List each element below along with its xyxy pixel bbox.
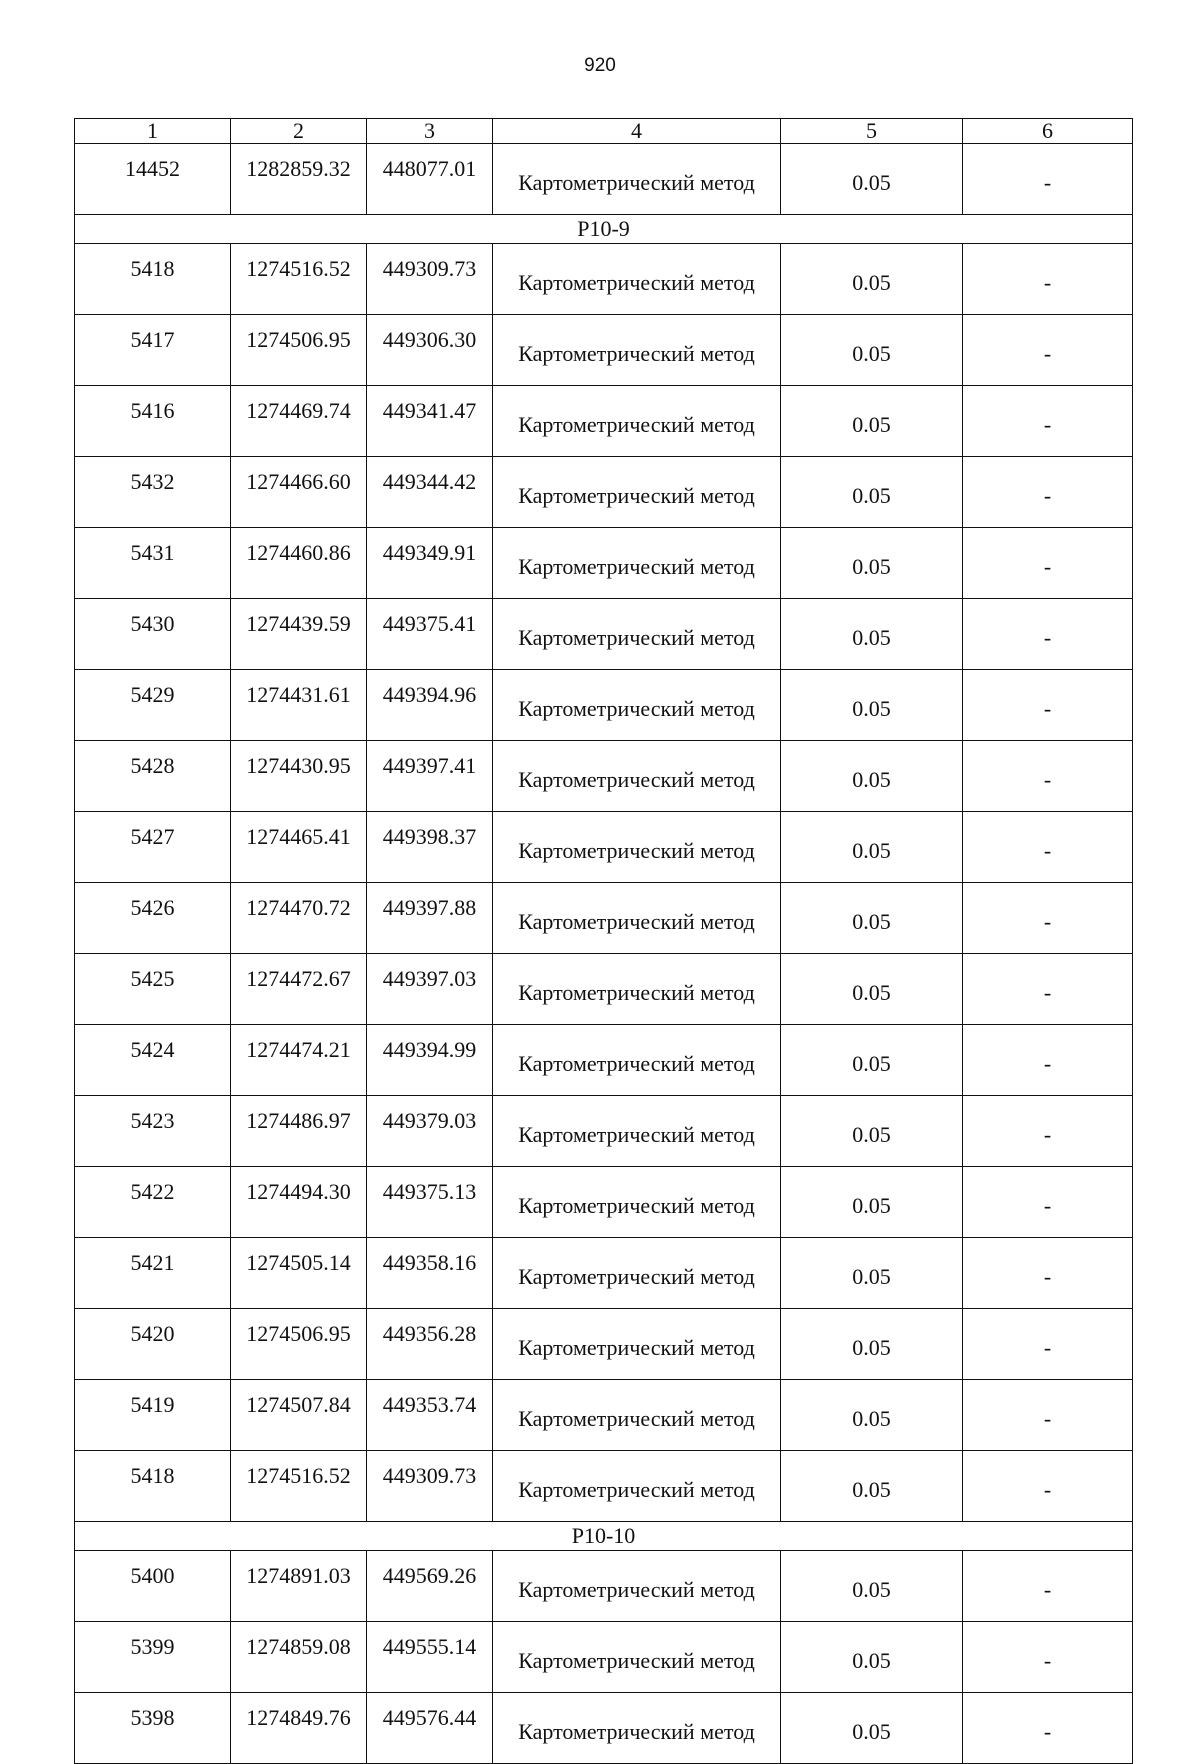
y-coordinate-cell: 449341.47	[367, 386, 493, 457]
y-coordinate-cell: 449394.96	[367, 670, 493, 741]
table-row	[75, 144, 1133, 215]
accuracy-cell: 0.05	[781, 1451, 963, 1522]
method-cell: Картометрический метод	[493, 883, 781, 954]
point-number-cell: 5425	[75, 954, 231, 1025]
method-cell: Картометрический метод	[493, 1167, 781, 1238]
table-row	[75, 1238, 1133, 1309]
accuracy-cell: 0.05	[781, 144, 963, 215]
section-header-row	[75, 215, 1133, 244]
table-row	[75, 1551, 1133, 1622]
method-cell: Картометрический метод	[493, 670, 781, 741]
note-cell: -	[963, 144, 1133, 215]
y-coordinate-cell: 449397.88	[367, 883, 493, 954]
method-cell: Картометрический метод	[493, 244, 781, 315]
table-row	[75, 528, 1133, 599]
point-number-cell: 5430	[75, 599, 231, 670]
x-coordinate-cell: 1274507.84	[231, 1380, 367, 1451]
x-coordinate-cell: 1274506.95	[231, 315, 367, 386]
accuracy-cell: 0.05	[781, 670, 963, 741]
note-cell: -	[963, 1096, 1133, 1167]
note-cell: -	[963, 883, 1133, 954]
column-header: 2	[231, 119, 367, 144]
method-cell: Картометрический метод	[493, 1096, 781, 1167]
table-row	[75, 599, 1133, 670]
x-coordinate-cell: 1282859.32	[231, 144, 367, 215]
x-coordinate-cell: 1274849.76	[231, 1693, 367, 1764]
y-coordinate-cell: 449306.30	[367, 315, 493, 386]
note-cell: -	[963, 1551, 1133, 1622]
point-number-cell: 5416	[75, 386, 231, 457]
method-cell: Картометрический метод	[493, 457, 781, 528]
table-row	[75, 386, 1133, 457]
table-row	[75, 954, 1133, 1025]
table-row	[75, 457, 1133, 528]
note-cell: -	[963, 1451, 1133, 1522]
method-cell: Картометрический метод	[493, 1309, 781, 1380]
method-cell: Картометрический метод	[493, 315, 781, 386]
table-row	[75, 1167, 1133, 1238]
method-cell: Картометрический метод	[493, 1025, 781, 1096]
table-header-row	[75, 119, 1133, 144]
point-number-cell: 5420	[75, 1309, 231, 1380]
table-row	[75, 741, 1133, 812]
accuracy-cell: 0.05	[781, 244, 963, 315]
accuracy-cell: 0.05	[781, 386, 963, 457]
note-cell: -	[963, 1238, 1133, 1309]
method-cell: Картометрический метод	[493, 1693, 781, 1764]
y-coordinate-cell: 449349.91	[367, 528, 493, 599]
column-header: 5	[781, 119, 963, 144]
accuracy-cell: 0.05	[781, 315, 963, 386]
note-cell: -	[963, 670, 1133, 741]
accuracy-cell: 0.05	[781, 1238, 963, 1309]
y-coordinate-cell: 449356.28	[367, 1309, 493, 1380]
point-number-cell: 5422	[75, 1167, 231, 1238]
x-coordinate-cell: 1274472.67	[231, 954, 367, 1025]
method-cell: Картометрический метод	[493, 144, 781, 215]
y-coordinate-cell: 449397.03	[367, 954, 493, 1025]
accuracy-cell: 0.05	[781, 954, 963, 1025]
method-cell: Картометрический метод	[493, 599, 781, 670]
x-coordinate-cell: 1274891.03	[231, 1551, 367, 1622]
y-coordinate-cell: 448077.01	[367, 144, 493, 215]
point-number-cell: 5418	[75, 1451, 231, 1522]
x-coordinate-cell: 1274494.30	[231, 1167, 367, 1238]
table-row	[75, 1025, 1133, 1096]
method-cell: Картометрический метод	[493, 741, 781, 812]
method-cell: Картометрический метод	[493, 528, 781, 599]
column-header: 3	[367, 119, 493, 144]
method-cell: Картометрический метод	[493, 954, 781, 1025]
point-number-cell: 5424	[75, 1025, 231, 1096]
accuracy-cell: 0.05	[781, 1551, 963, 1622]
x-coordinate-cell: 1274516.52	[231, 1451, 367, 1522]
table-row	[75, 315, 1133, 386]
note-cell: -	[963, 1693, 1133, 1764]
note-cell: -	[963, 1167, 1133, 1238]
x-coordinate-cell: 1274465.41	[231, 812, 367, 883]
note-cell: -	[963, 741, 1133, 812]
point-number-cell: 5431	[75, 528, 231, 599]
y-coordinate-cell: 449379.03	[367, 1096, 493, 1167]
table-row	[75, 244, 1133, 315]
y-coordinate-cell: 449398.37	[367, 812, 493, 883]
x-coordinate-cell: 1274469.74	[231, 386, 367, 457]
point-number-cell: 14452	[75, 144, 231, 215]
x-coordinate-cell: 1274460.86	[231, 528, 367, 599]
note-cell: -	[963, 457, 1133, 528]
section-title: Р10-9	[75, 215, 1133, 244]
method-cell: Картометрический метод	[493, 1551, 781, 1622]
point-number-cell: 5428	[75, 741, 231, 812]
note-cell: -	[963, 244, 1133, 315]
accuracy-cell: 0.05	[781, 1025, 963, 1096]
point-number-cell: 5429	[75, 670, 231, 741]
column-header: 6	[963, 119, 1133, 144]
x-coordinate-cell: 1274505.14	[231, 1238, 367, 1309]
section-header-row	[75, 1522, 1133, 1551]
x-coordinate-cell: 1274439.59	[231, 599, 367, 670]
point-number-cell: 5427	[75, 812, 231, 883]
point-number-cell: 5432	[75, 457, 231, 528]
method-cell: Картометрический метод	[493, 1622, 781, 1693]
y-coordinate-cell: 449576.44	[367, 1693, 493, 1764]
accuracy-cell: 0.05	[781, 457, 963, 528]
accuracy-cell: 0.05	[781, 528, 963, 599]
x-coordinate-cell: 1274486.97	[231, 1096, 367, 1167]
note-cell: -	[963, 528, 1133, 599]
table-row	[75, 1693, 1133, 1764]
method-cell: Картометрический метод	[493, 1451, 781, 1522]
accuracy-cell: 0.05	[781, 1309, 963, 1380]
y-coordinate-cell: 449353.74	[367, 1380, 493, 1451]
y-coordinate-cell: 449358.16	[367, 1238, 493, 1309]
table-row	[75, 1096, 1133, 1167]
y-coordinate-cell: 449344.42	[367, 457, 493, 528]
table-row	[75, 1622, 1133, 1693]
accuracy-cell: 0.05	[781, 1380, 963, 1451]
table-row	[75, 670, 1133, 741]
note-cell: -	[963, 812, 1133, 883]
y-coordinate-cell: 449397.41	[367, 741, 493, 812]
table-row	[75, 883, 1133, 954]
note-cell: -	[963, 315, 1133, 386]
point-number-cell: 5426	[75, 883, 231, 954]
column-header: 4	[493, 119, 781, 144]
method-cell: Картометрический метод	[493, 386, 781, 457]
method-cell: Картометрический метод	[493, 1380, 781, 1451]
note-cell: -	[963, 954, 1133, 1025]
table-row	[75, 1451, 1133, 1522]
point-number-cell: 5398	[75, 1693, 231, 1764]
point-number-cell: 5419	[75, 1380, 231, 1451]
accuracy-cell: 0.05	[781, 741, 963, 812]
note-cell: -	[963, 599, 1133, 670]
point-number-cell: 5421	[75, 1238, 231, 1309]
accuracy-cell: 0.05	[781, 883, 963, 954]
y-coordinate-cell: 449569.26	[367, 1551, 493, 1622]
y-coordinate-cell: 449309.73	[367, 244, 493, 315]
x-coordinate-cell: 1274466.60	[231, 457, 367, 528]
accuracy-cell: 0.05	[781, 812, 963, 883]
accuracy-cell: 0.05	[781, 1167, 963, 1238]
point-number-cell: 5417	[75, 315, 231, 386]
x-coordinate-cell: 1274474.21	[231, 1025, 367, 1096]
point-number-cell: 5418	[75, 244, 231, 315]
point-number-cell: 5399	[75, 1622, 231, 1693]
table-row	[75, 812, 1133, 883]
x-coordinate-cell: 1274431.61	[231, 670, 367, 741]
section-title: Р10-10	[75, 1522, 1133, 1551]
accuracy-cell: 0.05	[781, 1693, 963, 1764]
note-cell: -	[963, 1380, 1133, 1451]
y-coordinate-cell: 449375.13	[367, 1167, 493, 1238]
x-coordinate-cell: 1274859.08	[231, 1622, 367, 1693]
accuracy-cell: 0.05	[781, 1622, 963, 1693]
x-coordinate-cell: 1274516.52	[231, 244, 367, 315]
note-cell: -	[963, 1025, 1133, 1096]
page-number: 920	[584, 55, 616, 76]
y-coordinate-cell: 449394.99	[367, 1025, 493, 1096]
x-coordinate-cell: 1274430.95	[231, 741, 367, 812]
x-coordinate-cell: 1274506.95	[231, 1309, 367, 1380]
note-cell: -	[963, 1622, 1133, 1693]
y-coordinate-cell: 449555.14	[367, 1622, 493, 1693]
note-cell: -	[963, 386, 1133, 457]
accuracy-cell: 0.05	[781, 1096, 963, 1167]
note-cell: -	[963, 1309, 1133, 1380]
coordinates-table	[74, 118, 1133, 1764]
column-header: 1	[75, 119, 231, 144]
y-coordinate-cell: 449309.73	[367, 1451, 493, 1522]
y-coordinate-cell: 449375.41	[367, 599, 493, 670]
accuracy-cell: 0.05	[781, 599, 963, 670]
method-cell: Картометрический метод	[493, 1238, 781, 1309]
point-number-cell: 5400	[75, 1551, 231, 1622]
table-row	[75, 1309, 1133, 1380]
point-number-cell: 5423	[75, 1096, 231, 1167]
table-row	[75, 1380, 1133, 1451]
method-cell: Картометрический метод	[493, 812, 781, 883]
x-coordinate-cell: 1274470.72	[231, 883, 367, 954]
